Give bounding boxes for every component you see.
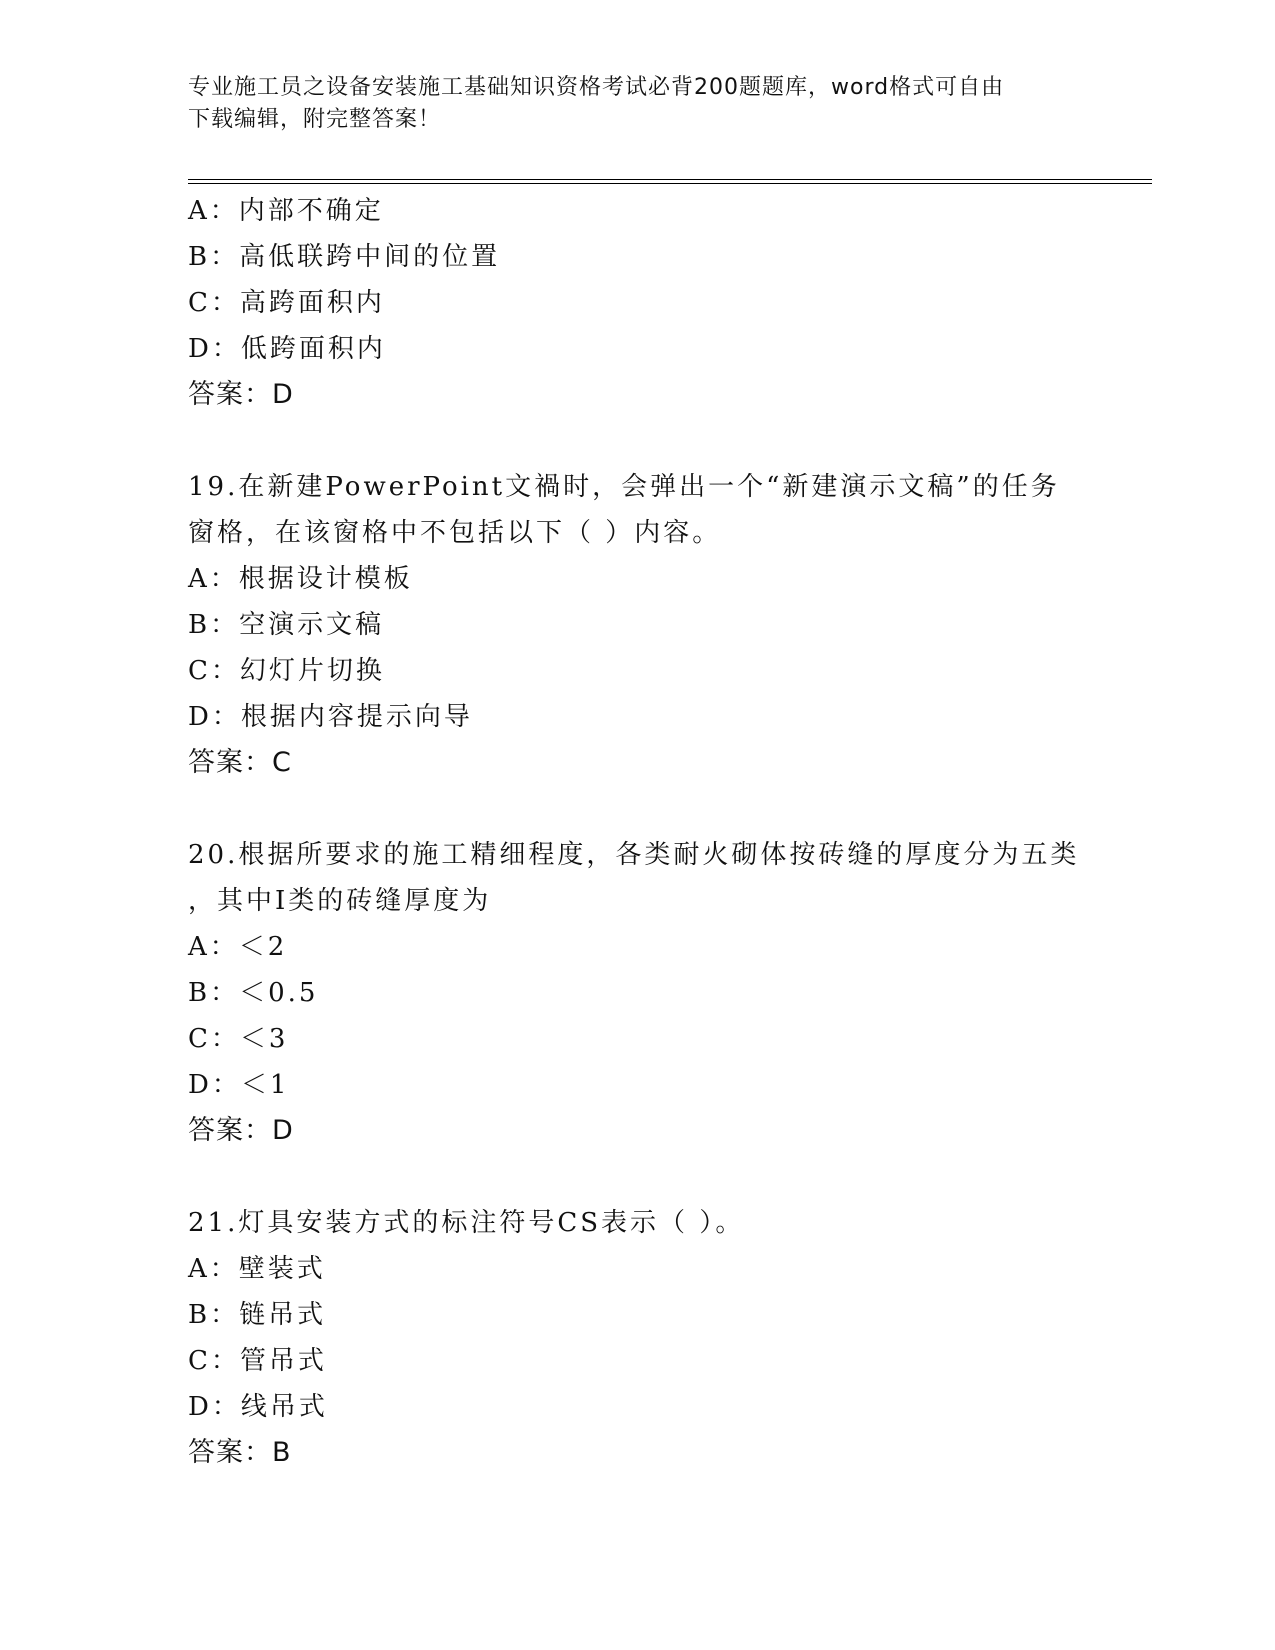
option-c: C：幻灯片切换 — [188, 656, 385, 686]
question-stem-line-2: 窗格，在该窗格中不包括以下（ ）内容。 — [188, 518, 722, 548]
option-c: C：＜3 — [188, 1024, 289, 1054]
question-stem-line-1: 19.在新建PowerPoint文禍时，会弹出一个“新建演示文稿”的任务 — [188, 472, 1060, 502]
question-stem-line-1: 20.根据所要求的施工精细程度，各类耐火砌体按砖缝的厚度分为五类 — [188, 840, 1080, 870]
answer-line: 答案：C — [188, 747, 292, 778]
question-21 — [188, 1200, 1088, 1476]
answer-line: 答案：D — [188, 379, 294, 410]
option-a: A：壁装式 — [188, 1254, 326, 1284]
option-d: D：线吊式 — [188, 1392, 328, 1422]
spacer — [188, 1154, 1088, 1200]
document-header — [188, 72, 1068, 136]
answer-line: 答案：D — [188, 1115, 294, 1146]
header-divider-bottom — [188, 183, 1152, 184]
question-20 — [188, 832, 1088, 1154]
question-list — [188, 188, 1088, 1476]
option-b: B：链吊式 — [188, 1300, 327, 1330]
option-b: B：＜0.5 — [188, 978, 319, 1008]
option-b: B：高低联跨中间的位置 — [188, 242, 501, 272]
spacer — [188, 786, 1088, 832]
question-19 — [188, 464, 1088, 786]
question-stem-line-2: ，其中Ⅰ类的砖缝厚度为 — [188, 886, 492, 916]
question-18 — [188, 188, 1088, 418]
header-line-1: 专业施工员之设备安装施工基础知识资格考试必背200题题库，word格式可自由 — [188, 75, 1005, 100]
option-d: D：＜1 — [188, 1070, 290, 1100]
header-divider-top — [188, 179, 1152, 180]
header-line-2: 下载编辑，附完整答案！ — [188, 107, 442, 132]
option-b: B：空演示文稿 — [188, 610, 385, 640]
option-d: D：根据内容提示向导 — [188, 702, 473, 732]
option-d: D：低跨面积内 — [188, 334, 386, 364]
option-c: C：管吊式 — [188, 1346, 327, 1376]
option-c: C：高跨面积内 — [188, 288, 385, 318]
option-a: A：＜2 — [188, 932, 288, 962]
option-a: A：内部不确定 — [188, 196, 384, 226]
answer-line: 答案：B — [188, 1437, 292, 1468]
option-a: A：根据设计模板 — [188, 564, 413, 594]
spacer — [188, 418, 1088, 464]
question-stem-line-1: 21.灯具安装方式的标注符号CS表示（ ）。 — [188, 1208, 745, 1238]
